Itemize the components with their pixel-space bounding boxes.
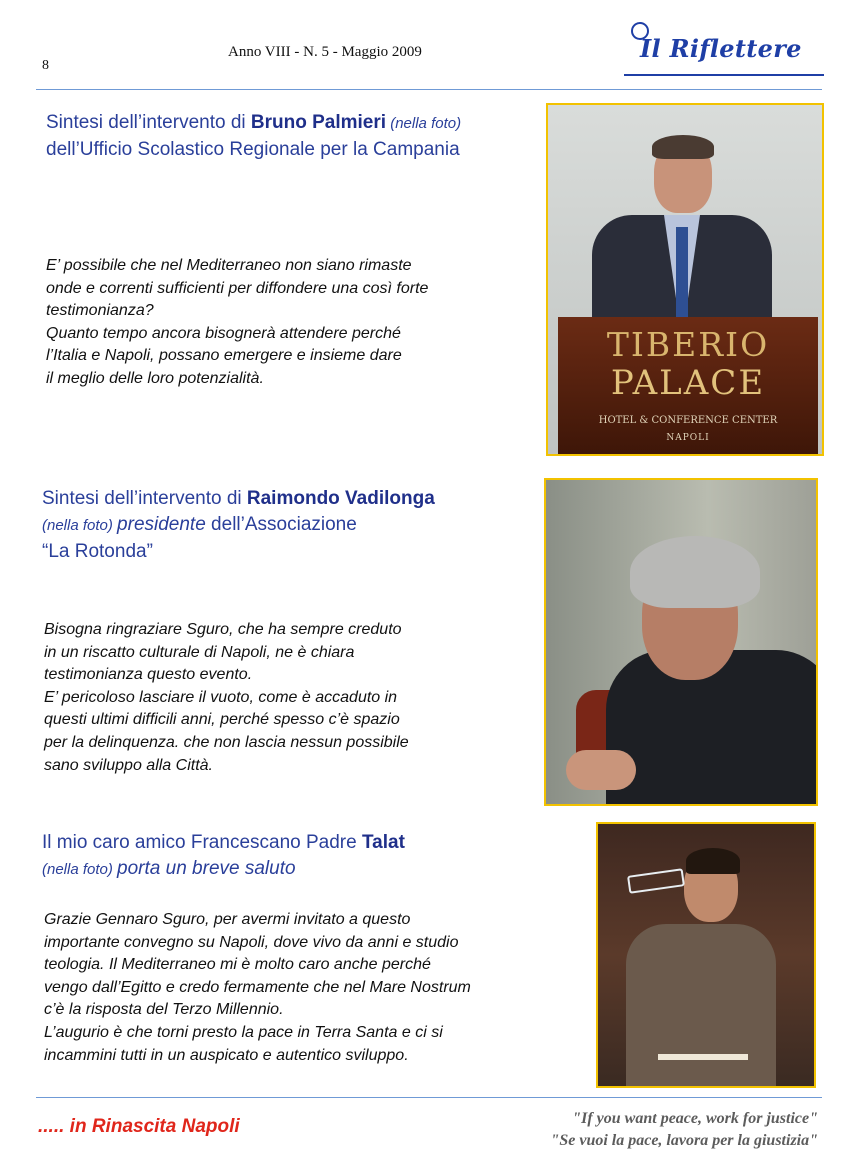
section1-heading — [46, 110, 516, 163]
footer-tagline: ..... in Rinascita Napoli — [38, 1116, 240, 1137]
body-line: vengo dall’Egitto e credo fermamente che nel Mare Nostrum — [44, 978, 471, 996]
heading-line — [42, 486, 522, 512]
wine-glass-icon — [627, 868, 685, 894]
speaker-name: Raimondo Vadilonga — [246, 488, 435, 509]
speaker-name: Bruno Palmieri — [250, 112, 387, 133]
body-line: teologia. Il Mediterraneo mi è molto caro anche perché — [44, 956, 431, 974]
heading-line — [42, 856, 562, 883]
page-number: 8 — [42, 58, 49, 73]
body-line: per la delinquenza. che non lascia nessun possibile — [44, 733, 409, 751]
body-line: E’ possibile che nel Mediterraneo non siano rimaste — [46, 257, 412, 274]
body-line: Bisogna ringraziare Sguro, che ha sempre creduto — [44, 621, 402, 638]
body-line: in un riscatto culturale di Napoli, ne è chiara — [44, 643, 355, 661]
photo-figure — [630, 536, 760, 608]
section1-body — [46, 255, 526, 391]
header-divider — [36, 89, 822, 90]
heading-text: dell’Ufficio Scolastico Regionale per la Campania — [46, 139, 460, 160]
quote-english: "If you want peace, work for justice" — [572, 1110, 818, 1127]
photo-bruno-palmieri — [546, 103, 824, 456]
section3-body — [44, 909, 604, 1067]
photo-note: (nella foto) — [386, 115, 462, 132]
section2-body — [44, 619, 524, 777]
podium-text: HOTEL & CONFERENCE CENTER — [598, 415, 778, 426]
body-line: incammini tutti in un auspicato e autentico sviluppo. — [44, 1046, 409, 1064]
logo-text: Il Riflettere — [640, 34, 802, 63]
body-line: Grazie Gennaro Sguro, per avermi invitato a questo — [44, 911, 411, 928]
podium-text: TIBERIO — [606, 325, 770, 364]
heading-line — [42, 512, 522, 539]
photo-figure — [652, 135, 714, 159]
speaker-role: presidente — [117, 514, 206, 535]
heading-text: porta un breve saluto — [117, 858, 296, 879]
body-line: il meglio delle loro potenzialità. — [46, 369, 264, 387]
photo-figure — [676, 227, 688, 317]
speaker-name: Talat — [361, 832, 405, 853]
footer-divider — [36, 1097, 822, 1098]
podium-text: NAPOLI — [666, 433, 710, 443]
section2-heading — [42, 486, 522, 565]
footer-quote — [488, 1108, 818, 1152]
body-line: questi ultimi difficili anni, perché spesso c’è spazio — [44, 711, 400, 729]
photo-figure — [686, 848, 740, 874]
body-line: testimonianza? — [46, 302, 154, 320]
body-line: testimonianza questo evento. — [44, 666, 253, 684]
photo-figure — [658, 1054, 748, 1060]
heading-line: “La Rotonda” — [42, 541, 153, 562]
podium — [558, 317, 818, 454]
photo-padre-talat — [596, 822, 816, 1088]
body-line: c’è la risposta del Terzo Millennio. — [44, 1001, 284, 1019]
body-line: Quanto tempo ancora bisognerà attendere perché — [46, 324, 401, 342]
body-line: E’ pericoloso lasciare il vuoto, come è accaduto in — [44, 688, 398, 706]
heading-text: Sintesi dell’intervento di — [46, 112, 251, 133]
body-line: sano sviluppo alla Città. — [44, 756, 213, 774]
section3-heading — [42, 830, 562, 883]
masthead-logo — [624, 22, 824, 82]
heading-line — [42, 830, 562, 856]
heading-text: Sintesi dell’intervento di — [42, 488, 247, 509]
podium-text: PALACE — [610, 363, 766, 403]
photo-raimondo-vadilonga — [544, 478, 818, 806]
logo-underline — [624, 74, 824, 76]
quote-italian: "Se vuoi la pace, lavora per la giustizia" — [550, 1132, 818, 1149]
photo-figure — [626, 924, 776, 1088]
photo-note: (nella foto) — [42, 861, 118, 878]
body-line: onde e correnti sufficienti per diffondere una così forte — [46, 279, 429, 297]
body-line: l’Italia e Napoli, possano emergere e insieme dare — [46, 347, 402, 365]
photo-figure — [566, 750, 636, 790]
issue-info: Anno VIII - N. 5 - Maggio 2009 — [228, 44, 422, 60]
heading-text: dell’Associazione — [205, 514, 357, 535]
body-line: L’augurio è che torni presto la pace in Terra Santa e ci si — [44, 1023, 443, 1041]
photo-note: (nella foto) — [42, 517, 118, 534]
heading-text: Il mio caro amico Francescano Padre — [42, 832, 362, 853]
body-line: importante convegno su Napoli, dove vivo da anni e studio — [44, 933, 459, 951]
